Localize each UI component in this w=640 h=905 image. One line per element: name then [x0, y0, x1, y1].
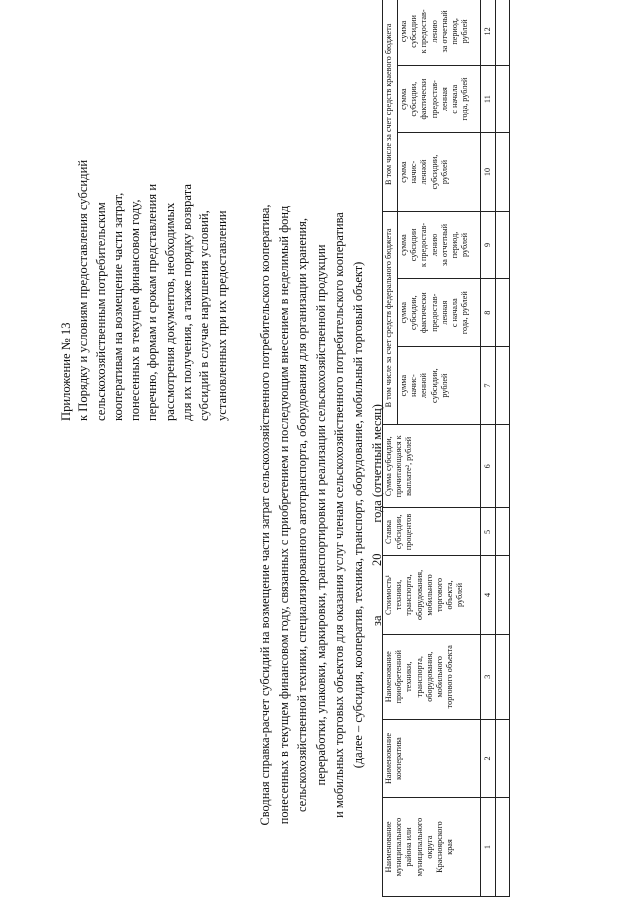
header-subsidy-due: Сумма субсидии, причитающаяся к выплате², рублей	[383, 425, 481, 508]
appendix-line: Приложение № 13	[59, 322, 73, 421]
appendix-line: сельскохозяйственным потребительским	[93, 202, 108, 421]
appendix-line: кооперативам на возмещение части затрат,	[110, 192, 125, 421]
document-title	[256, 155, 386, 875]
title-line: сельскохозяйственной техники, специализированного автотранспорта, оборудования для организации хранения,	[295, 218, 310, 812]
table-cell	[496, 508, 510, 556]
appendix-line: понесенных в текущем финансовом году,	[128, 199, 143, 421]
header-federal-provided: сумма субсидии, фактически предостав- ленная с начала года, рублей	[398, 279, 481, 347]
column-number: 8	[481, 279, 496, 347]
header-regional-accrued: сумма начис- ленной субсидии, рублей	[398, 133, 481, 211]
header-regional-to-provide: сумма субсидии к предостав- лению за отчетный период, рублей	[398, 0, 481, 65]
title-line: за________20_____года (отчетный месяц)	[369, 404, 384, 626]
appendix-line: субсидий в случае нарушения условий,	[197, 210, 212, 421]
title-line: (далее – субсидия, кооператив, техника, транспорт, оборудование, мобильный торговый объект)	[350, 261, 365, 769]
title-line: и мобильных торговых объектов для оказания услуг членам сельскохозяйственного потребительского кооператива	[332, 212, 347, 818]
appendix-header	[58, 31, 231, 421]
title-line: понесенных в текущем финансовом году, связанных с приобретением и последующим внесением в неделимый фонд	[276, 205, 291, 825]
header-cooperative: Наименование кооператива	[383, 719, 481, 797]
column-number: 6	[481, 425, 496, 508]
column-number: 12	[481, 0, 496, 65]
table-cell	[496, 347, 510, 425]
header-district: Наименование муниципального района или муниципального округа Красноярского края	[383, 798, 481, 897]
column-number: 4	[481, 556, 496, 634]
header-federal-to-provide: сумма субсидии к предостав- лению за отчетный период, рублей	[398, 211, 481, 279]
table-cell	[496, 0, 510, 65]
table-cell	[496, 556, 510, 634]
table-cell	[496, 425, 510, 508]
subsidy-calculation-table	[382, 0, 510, 897]
header-regional-group: В том числе за счет средств краевого бюджета	[383, 0, 398, 211]
column-number: 3	[481, 634, 496, 719]
header-cost: Стоимость¹ техники, транспорта, оборудования, мобильного торгового объекта, рублей	[383, 556, 481, 634]
column-number: 11	[481, 65, 496, 133]
table-cell	[496, 798, 510, 897]
header-federal-group: В том числе за счет средств федерального бюджета	[383, 211, 398, 425]
column-number: 5	[481, 508, 496, 556]
table-cell	[496, 211, 510, 279]
table-cell	[496, 65, 510, 133]
table-cell	[496, 634, 510, 719]
title-line: переработки, упаковки, маркировки, транспортировки и реализации сельскохозяйственной продукции	[313, 244, 328, 786]
title-line: Сводная справка-расчет субсидий на возмещение части затрат сельскохозяйственного потребительского кооператива,	[258, 204, 272, 826]
table-cell	[496, 279, 510, 347]
column-number-row	[481, 0, 496, 897]
appendix-line: установленных при их предоставлении	[214, 210, 229, 421]
appendix-line: рассмотрения документов, необходимых	[162, 202, 177, 421]
appendix-line: перечню, формам и срокам представления и	[145, 183, 160, 421]
column-number: 2	[481, 719, 496, 797]
column-number: 10	[481, 133, 496, 211]
table-cell	[496, 133, 510, 211]
header-row-1	[383, 0, 398, 897]
empty-data-row	[496, 0, 510, 897]
header-federal-accrued: сумма начис- ленной субсидии, рублей	[398, 347, 481, 425]
column-number: 7	[481, 347, 496, 425]
appendix-line: для их получения, а также порядку возврата	[180, 184, 195, 421]
header-equipment-name: Наименование приобретенной техники, транспорта, оборудования, мобильного торгового объекта	[383, 634, 481, 719]
header-rate: Ставка субсидии, процентов	[383, 508, 481, 556]
header-regional-provided: сумма субсидии, фактически предостав- ленная с начала года, рублей	[398, 65, 481, 133]
appendix-line: к Порядку и условиям предоставления субсидий	[76, 159, 91, 421]
column-number: 1	[481, 798, 496, 897]
table-cell	[496, 719, 510, 797]
column-number: 9	[481, 211, 496, 279]
